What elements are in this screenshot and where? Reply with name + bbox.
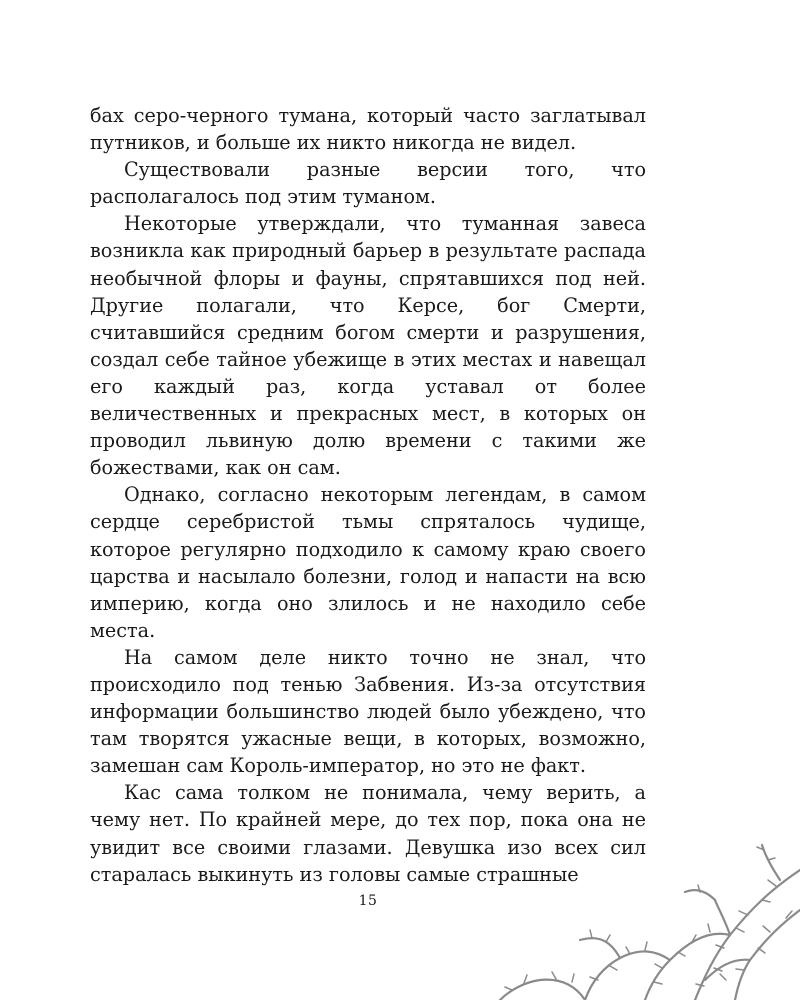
body-text bbox=[90, 102, 646, 888]
paragraph-1: бах серо-черного тумана, который часто заглатывал путников, и больше их никто никогда не видел. bbox=[90, 104, 646, 155]
paragraph-6: Кас сама толком не понимала, чему верить, а чему нет. По крайней мере, до тех пор, пока она не увидит все своими глазами. Девушка изо всех сил старалась выкинуть из головы самые страшные bbox=[90, 781, 646, 886]
paragraph-5: На самом деле никто точно не знал, что происходило под тенью Забвения. Из-за отсутствия информации большинство людей было убеждено, что там творятся ужасные вещи, в которых, возможно, замешан сам Король-император, но это не факт. bbox=[90, 645, 646, 778]
thorny-branch-icon bbox=[480, 840, 800, 1000]
paragraph-3: Некоторые утверждали, что туманная завеса возникла как природный барьер в результате распада необычной флоры и фауны, спрятавшихся под ней. Другие полагали, что Керсе, бог Смерти, считавшийся средним богом смерти и разрушения, создал себе тайное убежище в этих местах и навещал его каждый раз, когда уставал от более величественных и прекрасных мест, в которых он проводил львиную долю времени с такими же божествами, как он сам. bbox=[90, 212, 646, 480]
paragraph-2: Существовали разные версии того, что располагалось под этим туманом. bbox=[90, 158, 646, 209]
page-number: 15 bbox=[358, 893, 378, 909]
paragraph-4: Однако, согласно некоторым легендам, в самом сердце серебристой тьмы спряталось чудище, которое регулярно подходило к самому краю своего царства и насылало болезни, голод и напасти на всю империю, когда оно злилось и не находило себе места. bbox=[90, 483, 646, 642]
